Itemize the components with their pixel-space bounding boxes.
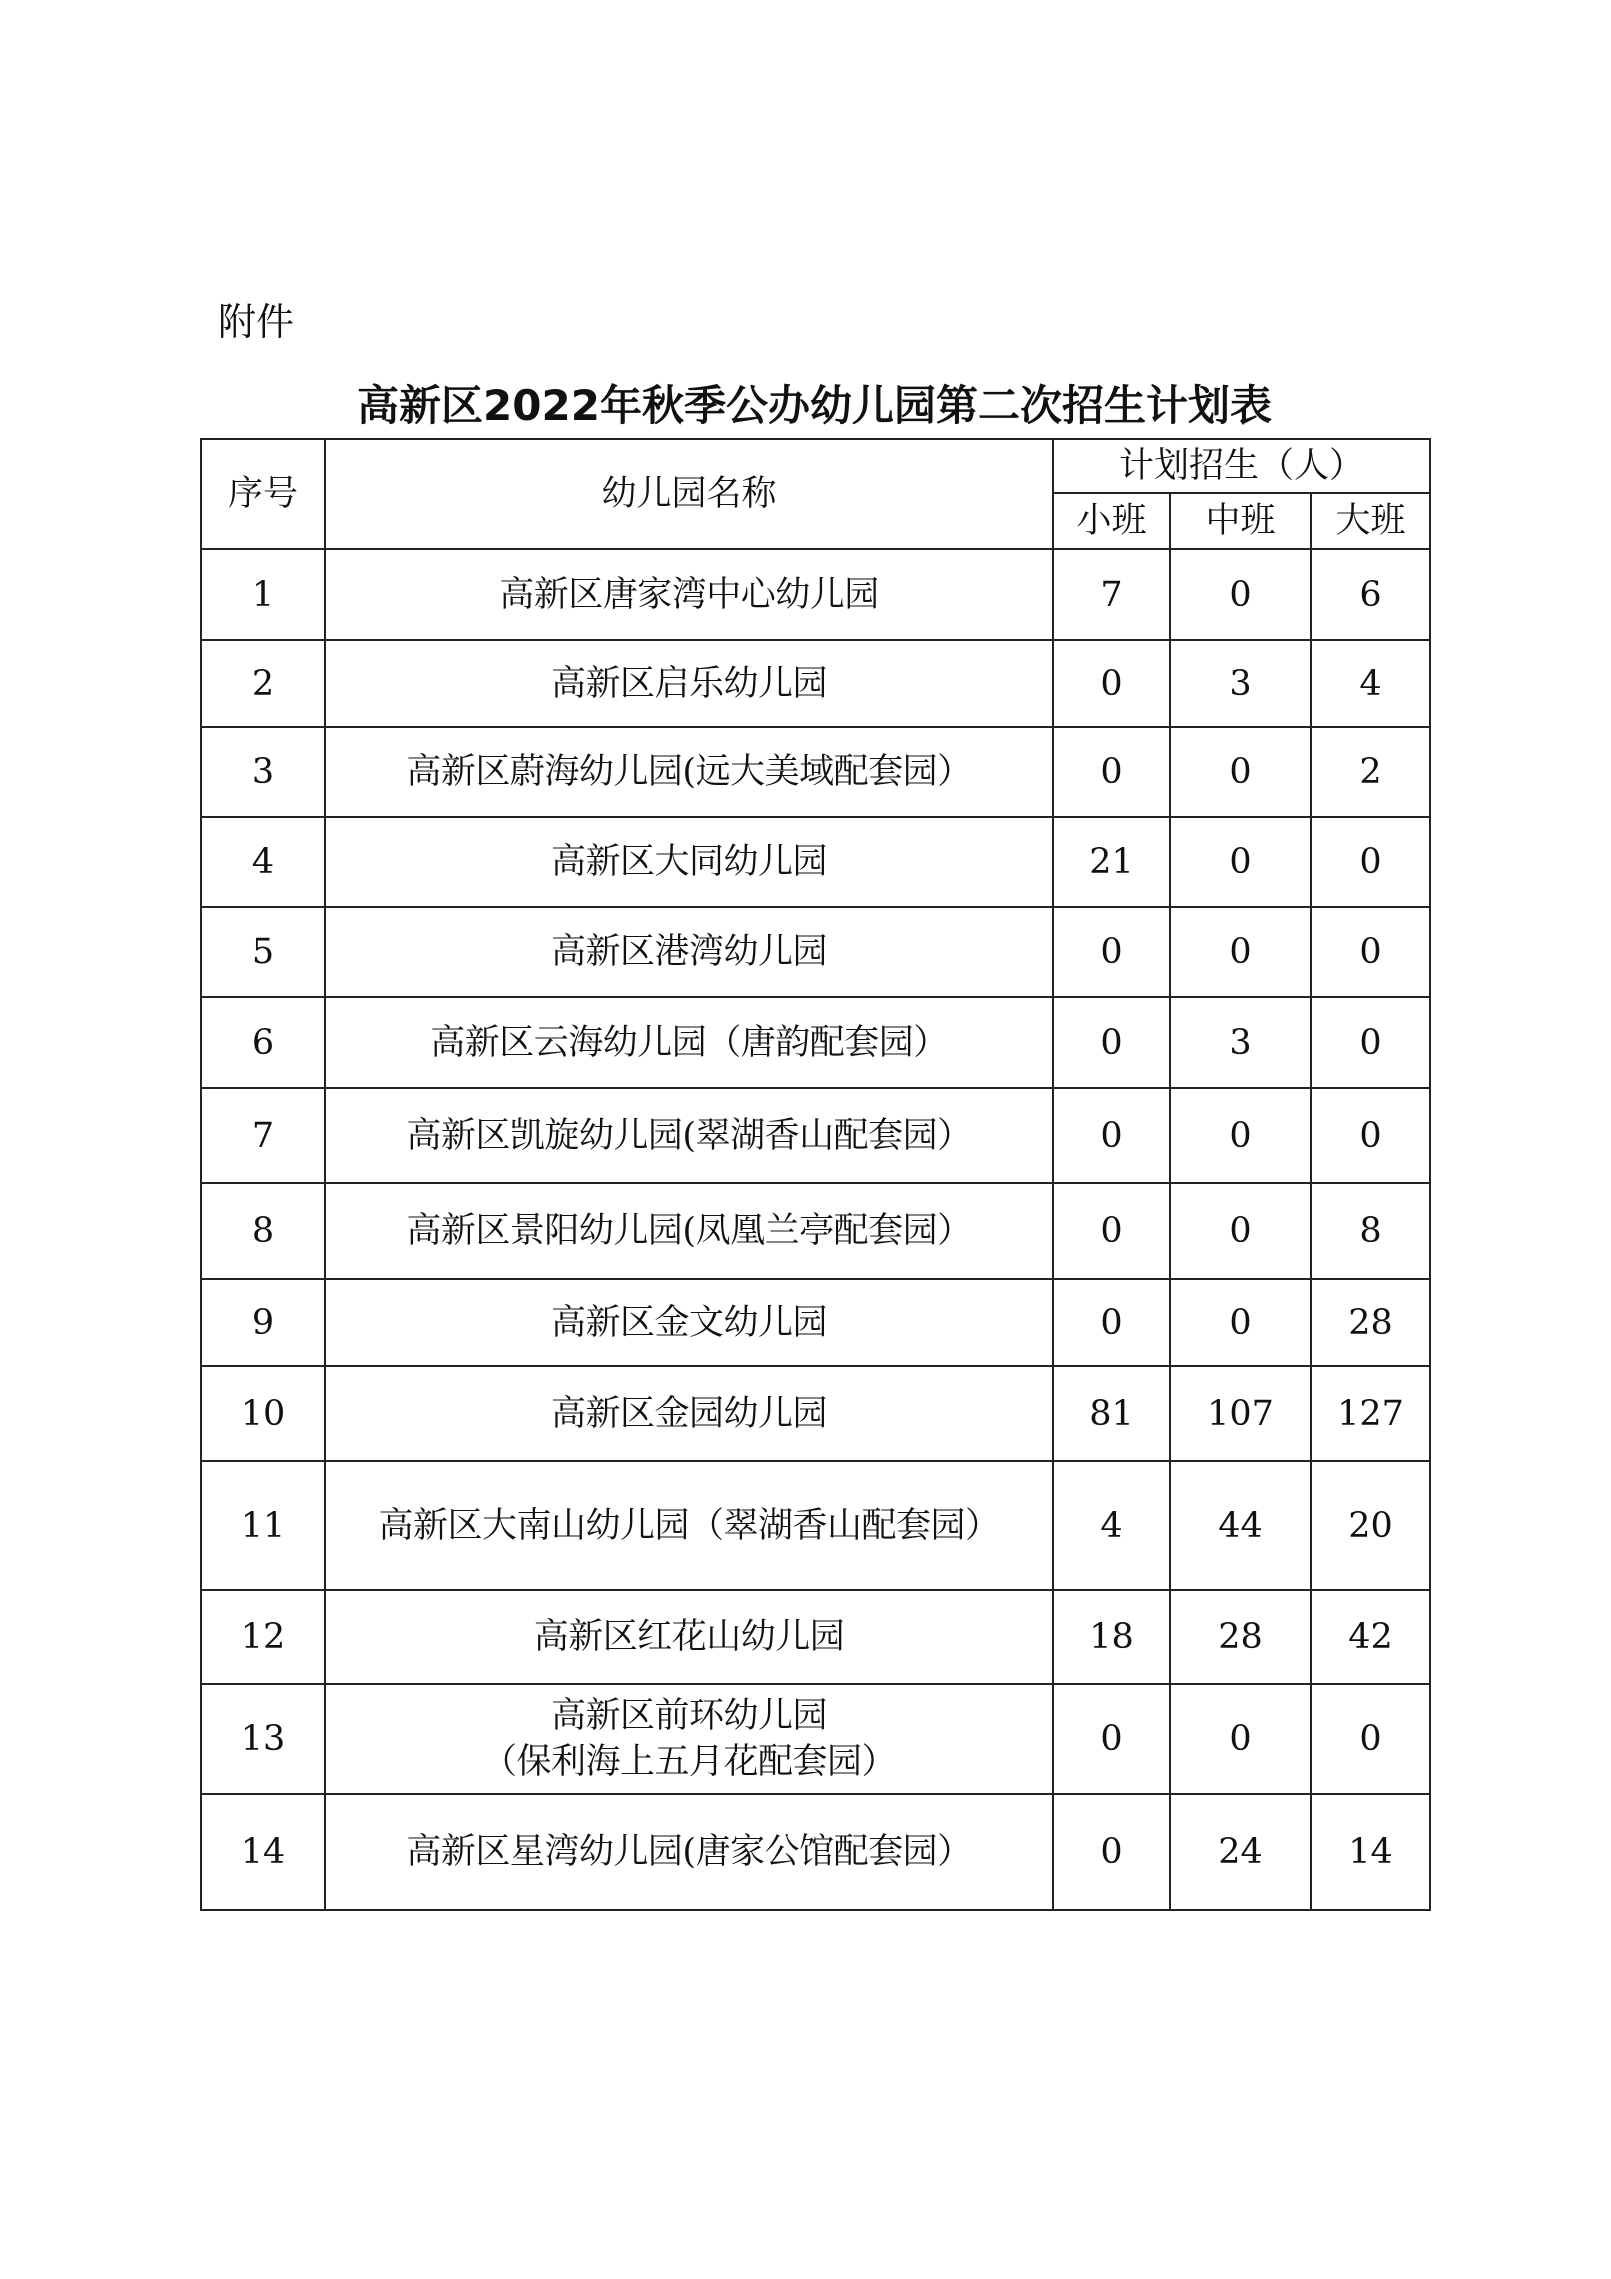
row-large-count: 28: [1311, 1279, 1430, 1366]
row-middle-count: 0: [1170, 1183, 1311, 1279]
row-middle-count: 28: [1170, 1590, 1311, 1684]
row-middle-count: 0: [1170, 1088, 1311, 1183]
row-seq: 14: [201, 1794, 325, 1910]
row-seq: 12: [201, 1590, 325, 1684]
row-seq: 8: [201, 1183, 325, 1279]
row-small-count: 0: [1053, 907, 1170, 997]
row-seq: 1: [201, 549, 325, 640]
table-row: [201, 907, 1430, 997]
row-kindergarten-name: 高新区启乐幼儿园: [325, 640, 1053, 727]
row-small-count: 4: [1053, 1461, 1170, 1590]
header-small-class: 小班: [1053, 493, 1170, 549]
row-kindergarten-name: 高新区红花山幼儿园: [325, 1590, 1053, 1684]
attachment-label: 附件: [218, 300, 295, 344]
row-kindergarten-name: [325, 1684, 1053, 1794]
row-seq: 10: [201, 1366, 325, 1461]
row-large-count: 42: [1311, 1590, 1430, 1684]
row-large-count: 0: [1311, 1088, 1430, 1183]
table-row: [201, 727, 1430, 817]
table-row: [201, 1684, 1430, 1794]
header-middle-class: 中班: [1170, 493, 1311, 549]
row-kindergarten-name: 高新区蔚海幼儿园(远大美域配套园）: [325, 727, 1053, 817]
row-middle-count: 0: [1170, 907, 1311, 997]
row-large-count: 6: [1311, 549, 1430, 640]
row-seq: 5: [201, 907, 325, 997]
row-large-count: 0: [1311, 1684, 1430, 1794]
table-row: [201, 1590, 1430, 1684]
row-seq: 2: [201, 640, 325, 727]
row-large-count: 4: [1311, 640, 1430, 727]
row-kindergarten-name: 高新区大南山幼儿园（翠湖香山配套园）: [325, 1461, 1053, 1590]
row-middle-count: 3: [1170, 997, 1311, 1088]
row-middle-count: 24: [1170, 1794, 1311, 1910]
page-title: 高新区2022年秋季公办幼儿园第二次招生计划表: [357, 381, 1272, 430]
row-kindergarten-name: 高新区港湾幼儿园: [325, 907, 1053, 997]
table-row: [201, 1366, 1430, 1461]
row-kindergarten-name: 高新区金文幼儿园: [325, 1279, 1053, 1366]
row-large-count: 0: [1311, 997, 1430, 1088]
row-small-count: 7: [1053, 549, 1170, 640]
row-middle-count: 107: [1170, 1366, 1311, 1461]
row-small-count: 0: [1053, 1684, 1170, 1794]
row-small-count: 18: [1053, 1590, 1170, 1684]
row-large-count: 14: [1311, 1794, 1430, 1910]
row-kindergarten-name: 高新区凯旋幼儿园(翠湖香山配套园）: [325, 1088, 1053, 1183]
row-small-count: 0: [1053, 997, 1170, 1088]
row-small-count: 0: [1053, 1183, 1170, 1279]
row-kindergarten-name: 高新区星湾幼儿园(唐家公馆配套园）: [325, 1794, 1053, 1910]
row-middle-count: 0: [1170, 727, 1311, 817]
table-row: [201, 817, 1430, 907]
table-row: [201, 1794, 1430, 1910]
row-small-count: 81: [1053, 1366, 1170, 1461]
enrollment-plan-table: [200, 438, 1431, 1911]
row-large-count: 127: [1311, 1366, 1430, 1461]
header-seq: 序号: [201, 439, 325, 549]
table-row: [201, 1279, 1430, 1366]
row-middle-count: 3: [1170, 640, 1311, 727]
row-kindergarten-name: 高新区云海幼儿园（唐韵配套园）: [325, 997, 1053, 1088]
row-seq: 13: [201, 1684, 325, 1794]
row-large-count: 20: [1311, 1461, 1430, 1590]
row-kindergarten-name: 高新区景阳幼儿园(凤凰兰亭配套园）: [325, 1183, 1053, 1279]
header-kindergarten-name: 幼儿园名称: [325, 439, 1053, 549]
table-row: [201, 1088, 1430, 1183]
row-seq: 9: [201, 1279, 325, 1366]
row-large-count: 8: [1311, 1183, 1430, 1279]
row-small-count: 21: [1053, 817, 1170, 907]
row-small-count: 0: [1053, 727, 1170, 817]
row-seq: 7: [201, 1088, 325, 1183]
row-small-count: 0: [1053, 1279, 1170, 1366]
table-row: [201, 1461, 1430, 1590]
row-middle-count: 0: [1170, 549, 1311, 640]
row-seq: 6: [201, 997, 325, 1088]
table-row: [201, 549, 1430, 640]
row-kindergarten-name-line2: （保利海上五月花配套园）: [481, 1742, 896, 1782]
row-seq: 3: [201, 727, 325, 817]
row-large-count: 0: [1311, 817, 1430, 907]
table-row: [201, 997, 1430, 1088]
table-row: [201, 640, 1430, 727]
row-kindergarten-name: 高新区唐家湾中心幼儿园: [325, 549, 1053, 640]
row-middle-count: 0: [1170, 1684, 1311, 1794]
row-kindergarten-name: 高新区金园幼儿园: [325, 1366, 1053, 1461]
row-kindergarten-name-line1: 高新区前环幼儿园: [550, 1696, 827, 1736]
row-seq: 11: [201, 1461, 325, 1590]
header-large-class: 大班: [1311, 493, 1430, 549]
row-seq: 4: [201, 817, 325, 907]
row-large-count: 0: [1311, 907, 1430, 997]
row-small-count: 0: [1053, 1794, 1170, 1910]
row-kindergarten-name: 高新区大同幼儿园: [325, 817, 1053, 907]
row-large-count: 2: [1311, 727, 1430, 817]
table-row: [201, 1183, 1430, 1279]
row-small-count: 0: [1053, 1088, 1170, 1183]
row-middle-count: 44: [1170, 1461, 1311, 1590]
header-plan-group: 计划招生（人）: [1053, 439, 1430, 493]
row-middle-count: 0: [1170, 817, 1311, 907]
row-middle-count: 0: [1170, 1279, 1311, 1366]
row-small-count: 0: [1053, 640, 1170, 727]
